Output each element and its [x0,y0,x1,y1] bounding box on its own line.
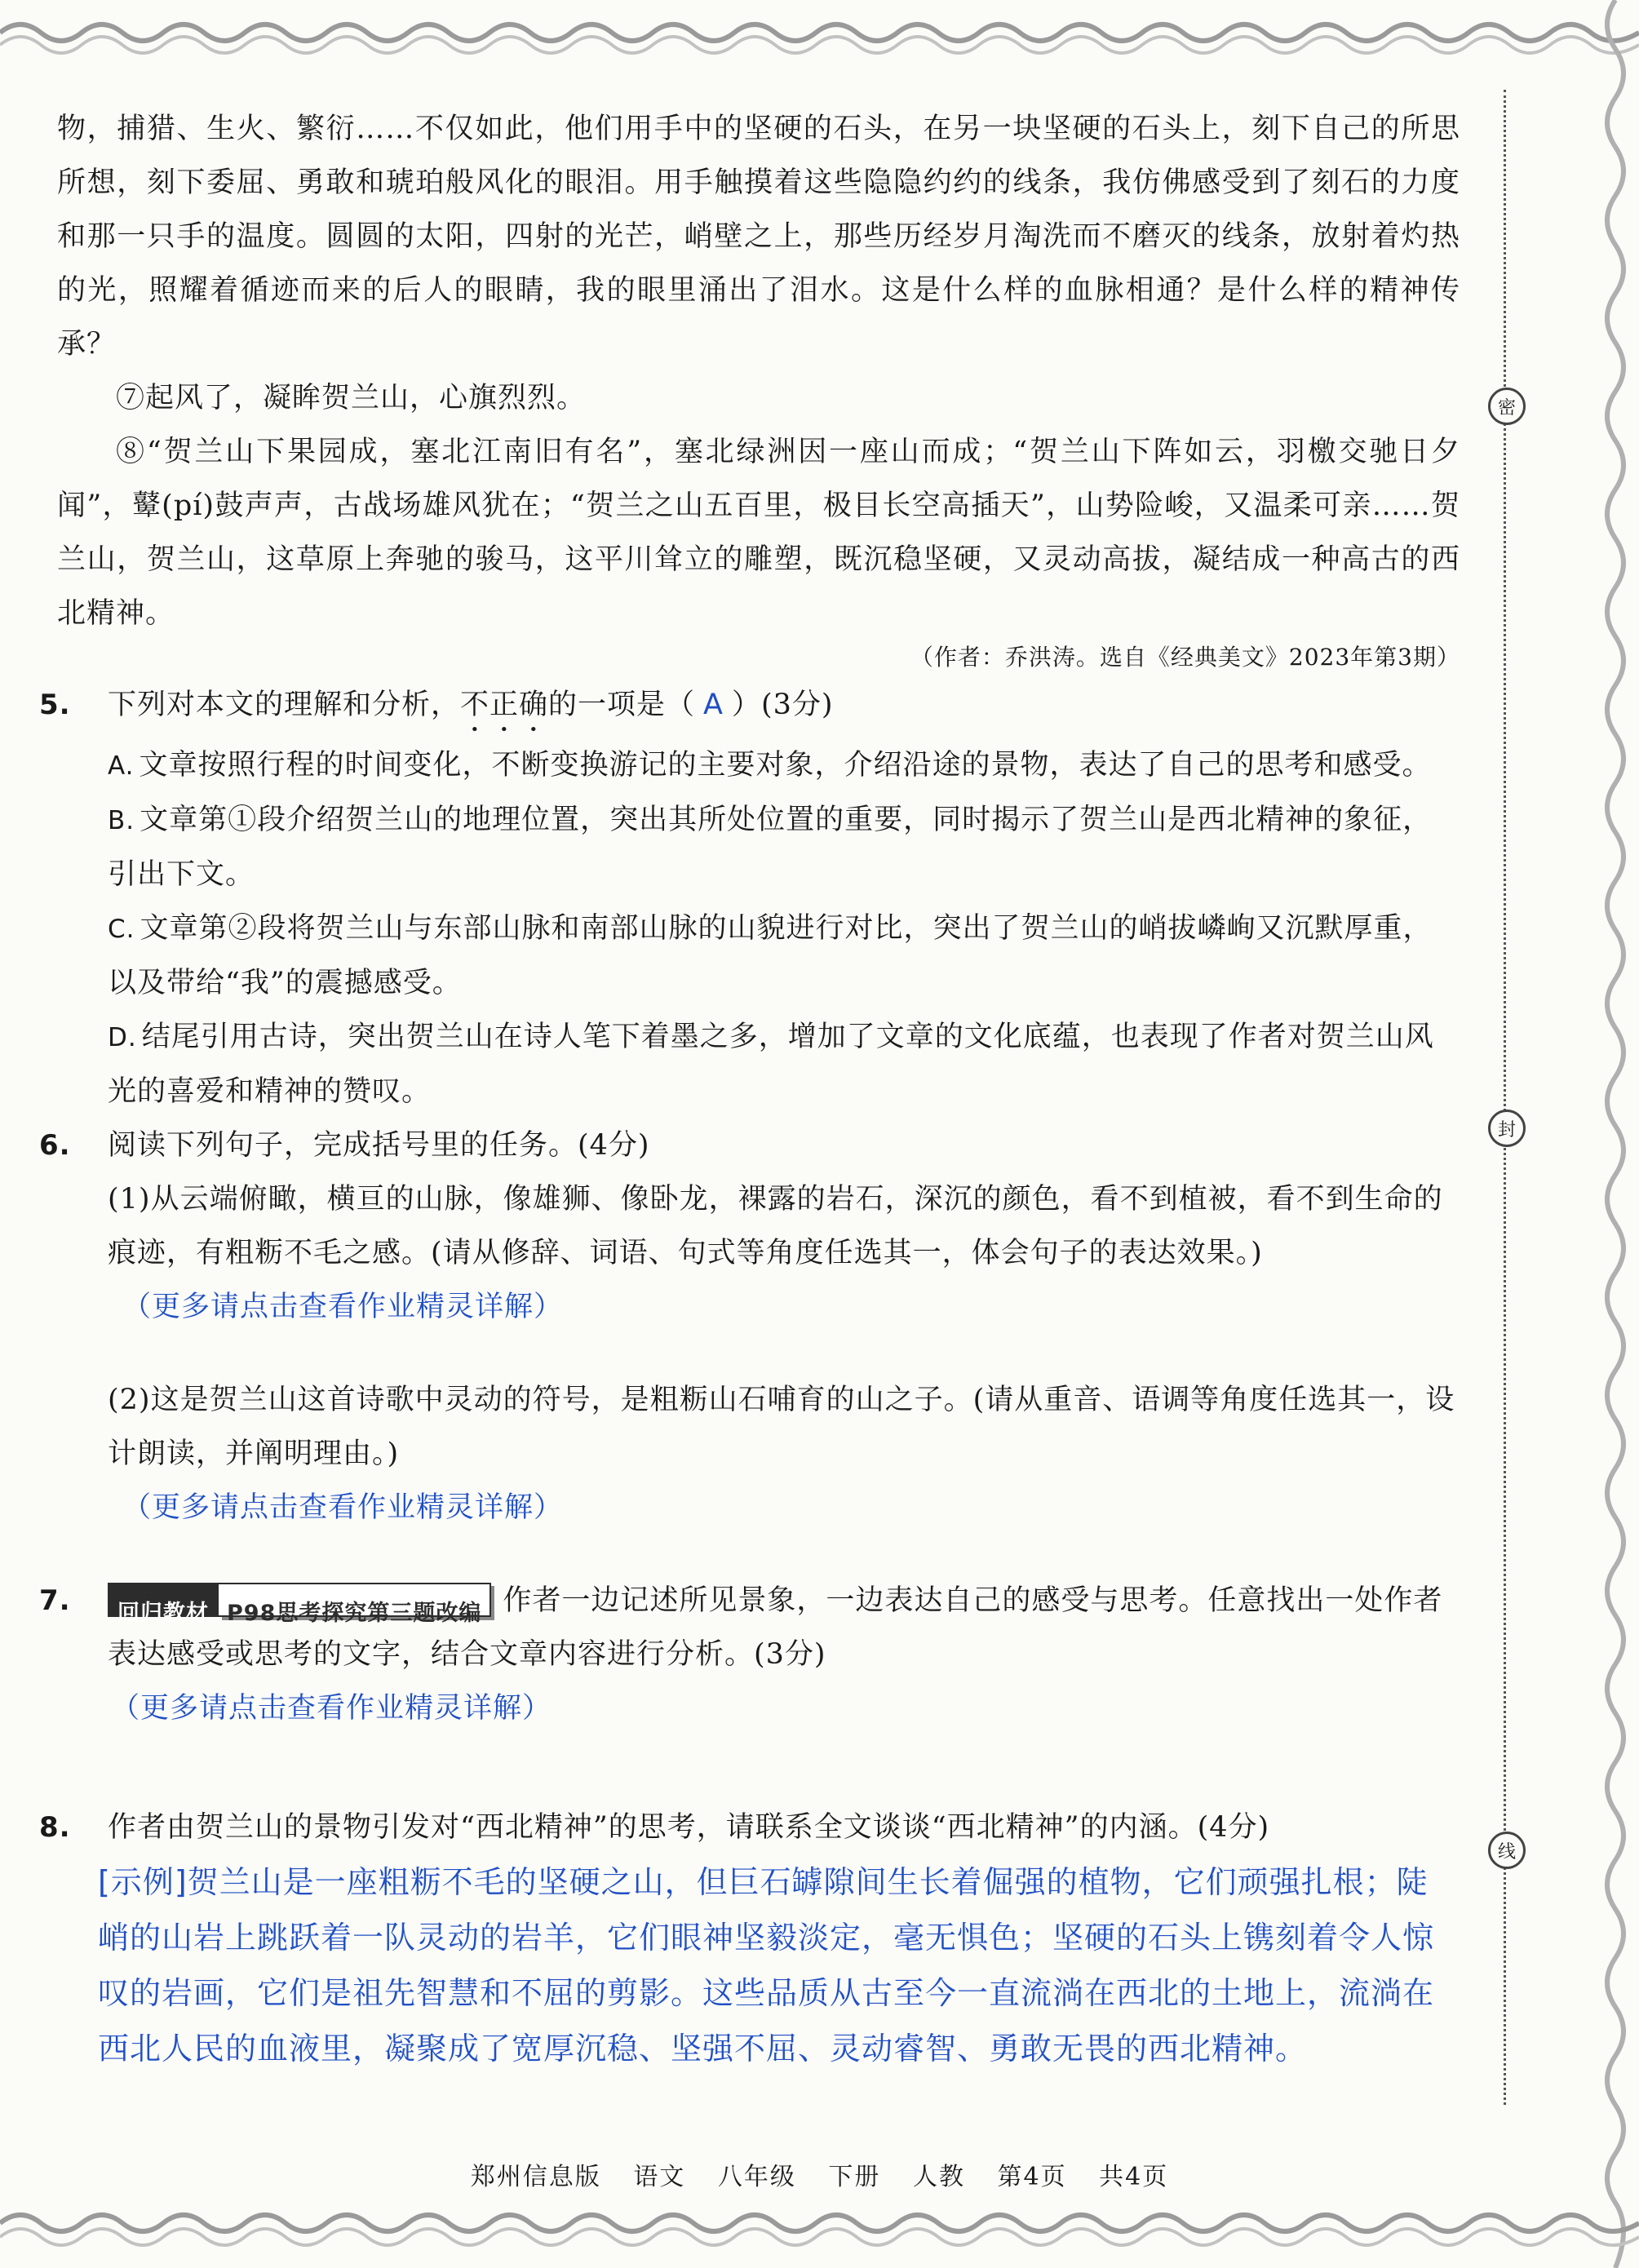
passage-paragraph-8: ⑧“贺兰山下果园成，塞北江南旧有名”，塞北绿洲因一座山而成；“贺兰山下阵如云，羽檄交驰日夕闻”，鼙(pí)鼓声声，古战场雄风犹在；“贺兰之山五百里，极目长空高插天”，山势险峻，又温柔可亲……贺兰山，贺兰山，这草原上奔驰的骏马，这平川耸立的雕塑，既沉稳坚硬，又灵动高拔，凝结成一种高古的西北精神。 [57,436,1460,630]
binding-mark-mi: 密 [1488,388,1526,425]
question-8-answer: [示例]贺兰山是一座粗粝不毛的坚硬之山，但巨石罅隙间生长着倔强的植物，它们顽强扎根；陡峭的山岩上跳跃着一队灵动的岩羊，它们眼神坚毅淡定，毫无惧色；坚硬的石头上镌刻着令人惊叹的岩画，它们是祖先智慧和不屈的剪影。这些品质从古至今一直流淌在西北的土地上，流淌在西北人民的血液里，凝聚成了宽厚沉稳、坚强不屈、灵动睿智、勇敢无畏的西北精神。 [98,1864,1435,2066]
option-text: 文章第①段介绍贺兰山的地理位置，突出其所处位置的重要，同时揭示了贺兰山是西北精神的象征，引出下文。 [108,804,1433,891]
badge-source: P98思考探究第三题改编 [219,1583,491,1617]
option-letter: C. [108,915,135,944]
option-b [57,793,1460,901]
page-footer [0,2156,1639,2192]
footer-publisher: 郑州信息版 [470,2163,601,2191]
option-text: 文章第②段将贺兰山与东部山脉和南部山脉的山貌进行对比，突出了贺兰山的峭拔嶙峋又沉默厚重，以及带给“我”的震撼感受。 [108,912,1433,999]
badge-label: 回归教材 [108,1583,219,1617]
question-6-part-1: (1)从云端俯瞰，横亘的山脉，像雄狮、像卧龙，裸露的岩石，深沉的颜色，看不到植被，看不到生命的痕迹，有粗粝不毛之感。(请从修辞、词语、句式等角度任选其一，体会句子的表达效果。) [108,1183,1443,1269]
binding-mark-feng: 封 [1488,1110,1526,1147]
question-number: 6. [39,1129,71,1162]
right-wave-border [1591,0,1639,2268]
passage-paragraph-7: ⑦起风了，凝眸贺兰山，心旗烈烈。 [116,382,587,414]
question-score: ）(3分) [732,689,834,721]
option-text: 结尾引用古诗，突出贺兰山在诗人笔下着墨之多，增加了文章的文化底蕴，也表现了作者对贺兰山风光的喜爱和精神的赞叹。 [108,1021,1434,1108]
textbook-badge [108,1583,491,1626]
option-c [57,901,1460,1010]
bottom-wave-border [0,2203,1639,2260]
more-details-link[interactable]: （更多请点击查看作业精灵详解） [122,1491,564,1524]
option-letter: A. [108,751,135,781]
question-text: 阅读下列句子，完成括号里的任务。(4分) [108,1129,650,1162]
question-5 [39,678,1460,738]
footer-grade: 八年级 [717,2163,796,2191]
passage-paragraph-6: 物，捕猎、生火、繁衍……不仅如此，他们用手中的坚硬的石头，在另一块坚硬的石头上，刻下自己的所思所想，刻下委屈、勇敢和琥珀般风化的眼泪。用手触摸着这些隐隐约约的线条，我仿佛感受到了刻石的力度和那一只手的温度。圆圆的太阳，四射的光芒，峭壁之上，那些历经岁月淘洗而不磨灭的线条，放射着灼热的光，照耀着循迹而来的后人的眼睛，我的眼里涌出了泪水。这是什么样的血脉相通？是什么样的精神传承？ [57,113,1460,361]
footer-edition: 人教 [912,2163,965,2191]
footer-total: 共4页 [1099,2163,1169,2191]
question-text: 下列对本文的理解和分析， [108,689,461,721]
question-number: 8. [39,1811,71,1844]
footer-page: 第4页 [997,2163,1067,2191]
question-number: 7. [39,1584,71,1617]
footer-subject: 语文 [633,2163,686,2191]
option-letter: D. [108,1023,137,1052]
emphasized-text: 不正确 [460,689,549,721]
top-wave-border [0,0,1639,57]
question-8 [39,1801,1460,1854]
question-text-2: 的一项是（ [548,689,696,721]
answer-choice: A [703,689,724,721]
passage-source: （作者：乔洪涛。选自《经典美文》2023年第3期） [910,644,1460,671]
main-content [39,102,1460,2076]
question-text: 作者由贺兰山的景物引发对“西北精神”的思考，请联系全文谈谈“西北精神”的内涵。(4分) [108,1811,1270,1844]
question-6-part-2: (2)这是贺兰山这首诗歌中灵动的符号，是粗粝山石哺育的山之子。(请从重音、语调等角度任选其一，设计朗读，并阐明理由。) [108,1384,1455,1470]
question-7 [39,1574,1460,1681]
option-d [57,1010,1460,1118]
option-a [57,738,1460,793]
more-details-link[interactable]: （更多请点击查看作业精灵详解） [122,1291,564,1323]
option-text: 文章按照行程的时间变化，不断变换游记的主要对象，介绍沿途的景物，表达了自己的思考和感受。 [139,749,1432,782]
more-details-link[interactable]: （更多请点击查看作业精灵详解） [111,1692,552,1725]
footer-volume: 下册 [828,2163,881,2191]
option-letter: B. [108,806,135,835]
question-6 [39,1118,1460,1172]
question-text: 作者一边记述所见景象，一边表达自己的感受与思考。任意找出一处作者表达感受或思考的文字，结合文章内容进行分析。(3分) [108,1584,1443,1671]
binding-mark-xian: 线 [1488,1832,1526,1869]
question-number: 5. [39,689,71,721]
